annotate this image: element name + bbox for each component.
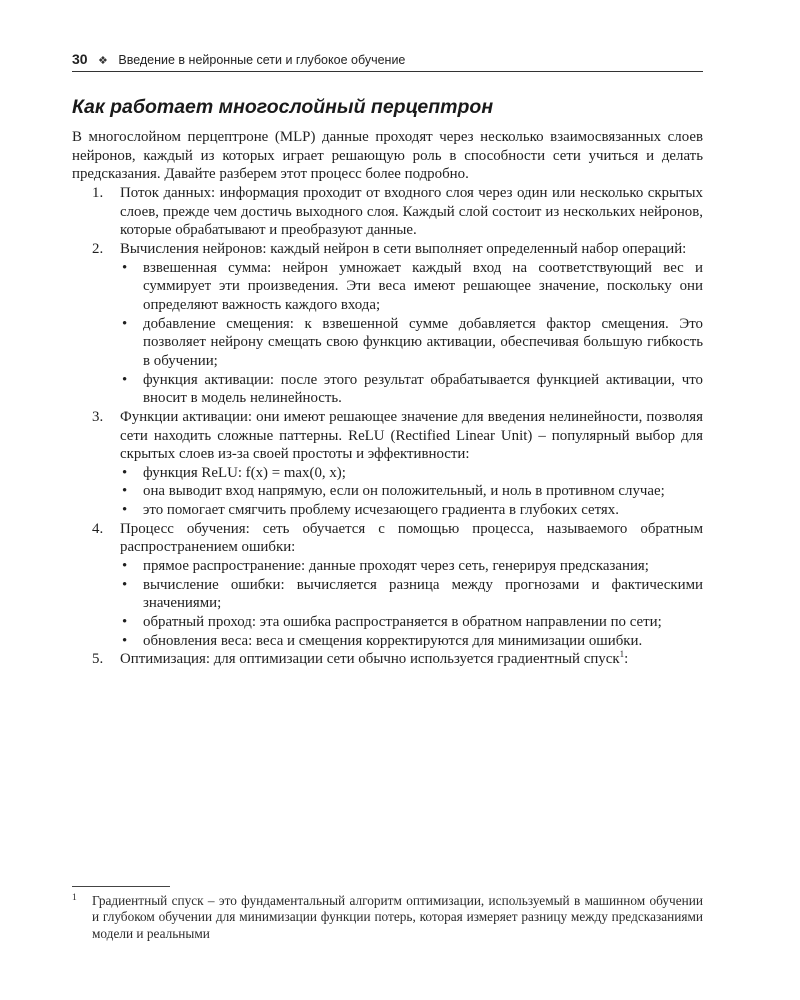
bullet-icon: • — [122, 576, 128, 593]
list-number: 2. — [92, 240, 104, 257]
list-item-text: Оптимизация: для оптимизации сети обычно используется градиентный спуск — [120, 651, 620, 668]
footnote-divider — [72, 886, 170, 887]
intro-paragraph: В многослойном перцептроне (MLP) данные проходят через несколько взаимосвязанных слоев нейронов, каждый из которых играет решающую роль в способности сети учиться и делать предсказания. Давайте разберем этот процесс более подробно. — [72, 129, 703, 183]
list-number: 1. — [92, 184, 104, 201]
bullet-icon: • — [122, 632, 128, 649]
list-item-text: Функции активации: они имеют решающее значение для введения нелинейности, позволяя сети находить сложные паттерны. ReLU (Rectified Linear Unit) – популярный выбор для скрытых слоев из-за своей простоты и эффективности: — [120, 408, 703, 463]
bullet-item — [122, 259, 703, 315]
footnote-mark: 1 — [72, 893, 77, 903]
bullet-list — [120, 464, 703, 520]
footnote-text: Градиентный спуск – это фундаментальный алгоритм оптимизации, используемый в машинном обучении и глубоком обучении для минимизации функции потерь, которая измеряет разницу между предсказаниями модели и реальными — [92, 893, 703, 941]
list-item-text: Процесс обучения: сеть обучается с помощью процесса, называемого обратным распространением ошибки: — [120, 520, 703, 556]
section-title: Как работает многослойный перцептрон — [72, 96, 494, 118]
bullet-text: обновления веса: веса и смещения корректируются для минимизации ошибки. — [143, 632, 643, 649]
diamond-cluster-icon: ❖ — [98, 55, 108, 67]
bullet-item — [122, 501, 703, 520]
list-item — [92, 240, 703, 408]
bullet-item — [122, 632, 703, 651]
page-number: 30 — [72, 51, 88, 67]
list-number: 3. — [92, 408, 104, 425]
bullet-item — [122, 464, 703, 483]
running-header — [72, 51, 703, 72]
running-title: Введение в нейронные сети и глубокое обучение — [118, 53, 406, 67]
bullet-item — [122, 576, 703, 613]
bullet-text: обратный проход: эта ошибка распространяется в обратном направлении по сети; — [143, 614, 662, 631]
bullet-text: функция активации: после этого результат обрабатывается функцией активации, что вносит в модель нелинейность. — [143, 371, 703, 407]
bullet-list — [120, 259, 703, 408]
footnote — [72, 893, 703, 942]
list-item — [92, 649, 703, 669]
bullet-text: добавление смещения: к взвешенной сумме добавляется фактор смещения. Это позволяет нейрону смещать свою функцию активации, обеспечивая большую гибкость в обучении; — [143, 315, 703, 369]
bullet-text: это помогает смягчить проблему исчезающего градиента в глубоких сетях. — [143, 502, 619, 519]
bullet-icon: • — [122, 371, 128, 388]
list-item-tail: : — [624, 651, 629, 668]
bullet-item — [122, 613, 703, 632]
bullet-icon: • — [122, 558, 128, 575]
footnote-reference: 1 — [619, 649, 625, 660]
list-number: 5. — [92, 651, 104, 668]
bullet-icon: • — [122, 614, 128, 631]
bullet-icon: • — [122, 483, 128, 500]
numbered-list — [72, 184, 703, 669]
bullet-text: она выводит вход напрямую, если он положительный, и ноль в противном случае; — [143, 483, 665, 500]
bullet-icon: • — [122, 315, 128, 332]
list-item-text: Вычисления нейронов: каждый нейрон в сети выполняет определенный набор операций: — [120, 240, 687, 257]
bullet-icon: • — [122, 502, 128, 519]
bullet-text: вычисление ошибки: вычисляется разница между прогнозами и фактическими значениями; — [143, 576, 703, 612]
list-item — [92, 408, 703, 520]
list-number: 4. — [92, 520, 104, 537]
bullet-icon: • — [122, 464, 128, 481]
bullet-item — [122, 557, 703, 576]
bullet-text: прямое распространение: данные проходят через сеть, генерируя предсказания; — [143, 558, 649, 575]
list-item — [92, 520, 703, 651]
bullet-item — [122, 482, 703, 501]
list-item — [92, 184, 703, 240]
list-item-text: Поток данных: информация проходит от входного слоя через один или несколько скрытых слоев, прежде чем достичь выходного слоя. Каждый слой состоит из нескольких нейронов, которые обрабатывают и преобразуют данные. — [120, 184, 703, 239]
bullet-item — [122, 371, 703, 408]
bullet-item — [122, 315, 703, 371]
bullet-text: функция ReLU: f(x) = max(0, x); — [143, 464, 346, 481]
bullet-list — [120, 557, 703, 650]
bullet-text: взвешенная сумма: нейрон умножает каждый вход на соответствующий вес и суммирует эти произведения. Эти веса имеют решающее значение, поскольку они определяют важность каждого входа; — [143, 259, 703, 313]
body-text — [72, 128, 703, 669]
bullet-icon: • — [122, 259, 128, 276]
